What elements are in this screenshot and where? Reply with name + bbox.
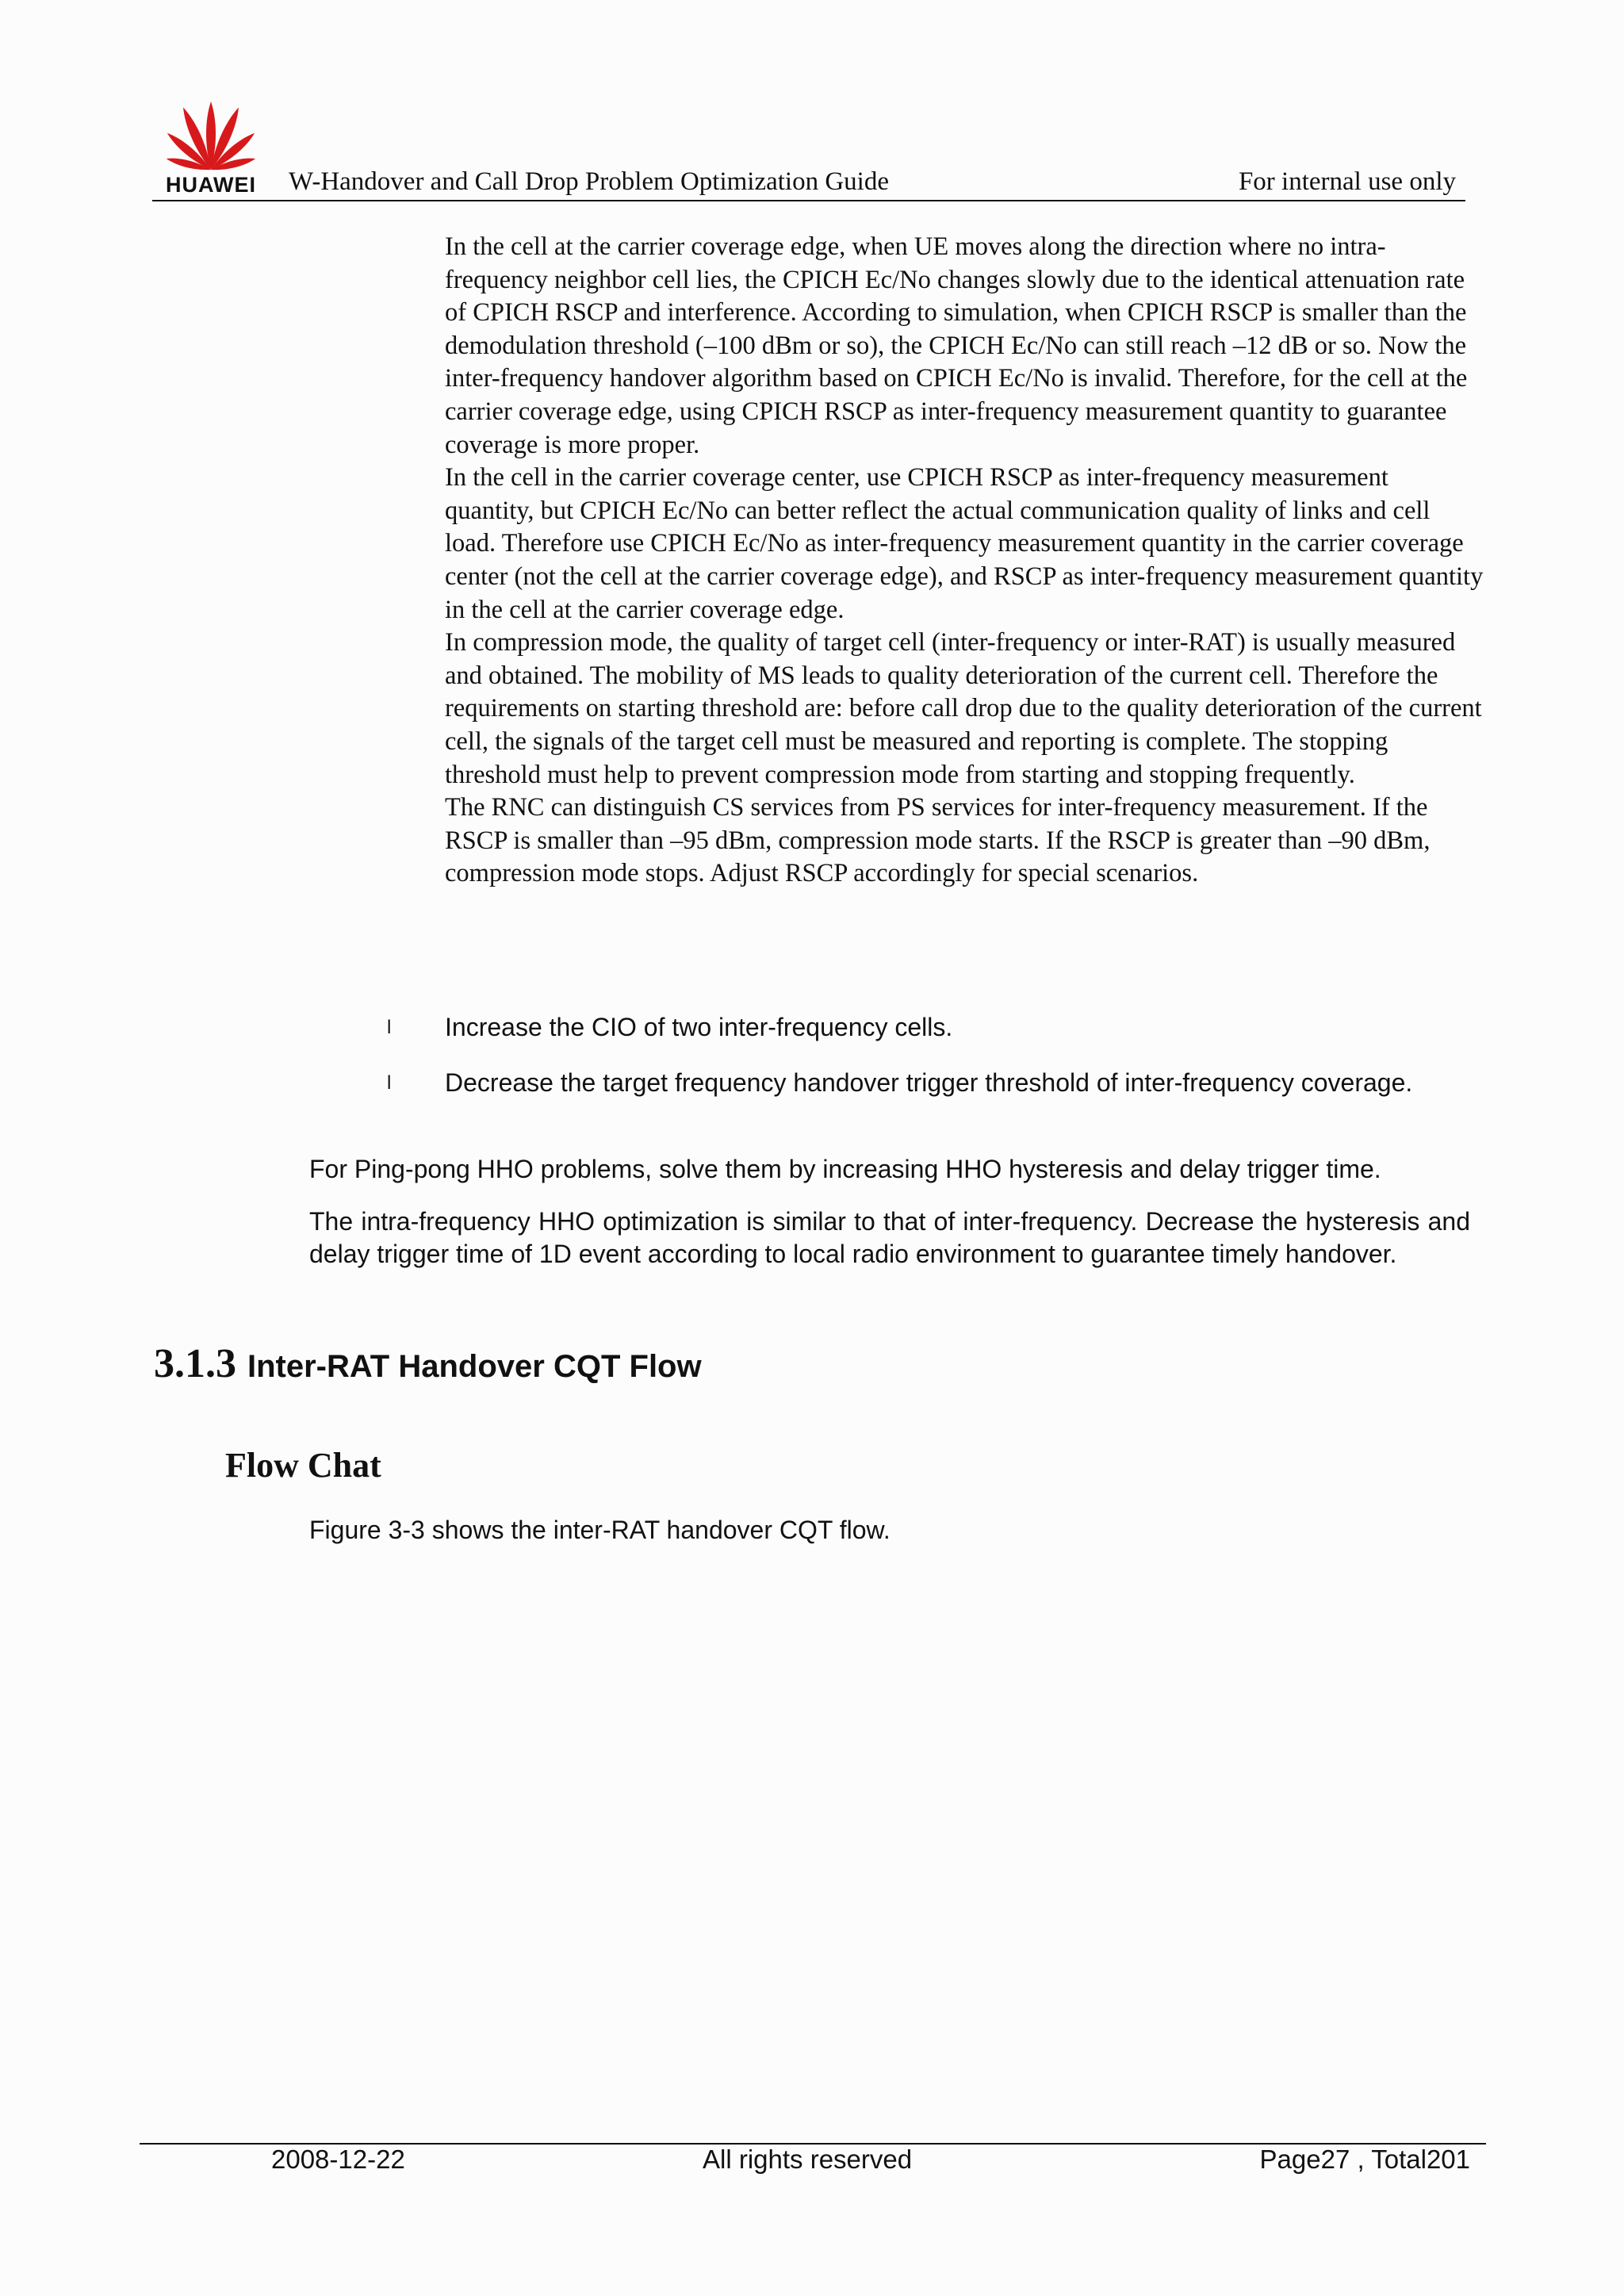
bullet-text: Increase the CIO of two inter-frequency cells. [445,1013,953,1041]
paragraph-compression-mode: In compression mode, the quality of target cell (inter-frequency or inter-RAT) is usually measured and obtained. The mobility of MS leads to quality deterioration of the current cell. Therefore the requirements on starting threshold are: before call drop due to the quality deterioration of the current cell, the signals of the target cell must be measured and reporting is complete. The stopping threshold must help to prevent compression mode from starting and stopping frequently. [445,628,1482,789]
serif-body-block [445,231,1484,891]
bullet-mark: l [387,1017,392,1038]
paragraph-pingpong: For Ping-pong HHO problems, solve them by increasing HHO hysteresis and delay trigger time. [309,1155,1381,1183]
header-divider [152,200,1465,201]
section-heading [154,1340,702,1387]
figure-reference: Figure 3-3 shows the inter-RAT handover CQT flow. [309,1516,891,1544]
bullet-mark: l [387,1072,392,1094]
huawei-logo [155,94,266,197]
footer-date: 2008-12-22 [271,2145,405,2174]
huawei-petals-icon [155,94,266,173]
paragraph-coverage-center: In the cell in the carrier coverage center, use CPICH RSCP as inter-frequency measurement quantity, but CPICH Ec/No can better reflect the actual communication quality of links and cell load. Therefore use CPICH Ec/No as inter-frequency measurement quantity in the carrier coverage center (not the cell at the carrier coverage edge), and RSCP as inter-frequency measurement quantity in the cell at the carrier coverage edge. [445,463,1484,624]
bullet-text: Decrease the target frequency handover trigger threshold of inter-frequency coverage. [445,1068,1413,1097]
paragraph-coverage-edge: In the cell at the carrier coverage edge, when UE moves along the direction where no intra-frequency neighbor cell lies, the CPICH Ec/No changes slowly due to the identical attenuation rate of CPICH RSCP and interference. According to simulation, when CPICH RSCP is smaller than the demodulation threshold (–100 dBm or so), the CPICH Ec/No can still reach –12 dB or so. Now the inter-frequency handover algorithm based on CPICH Ec/No is invalid. Therefore, for the cell at the carrier coverage edge, using CPICH RSCP as inter-frequency measurement quantity to guarantee coverage is more proper. [445,232,1468,459]
section-title: Inter-RAT Handover CQT Flow [247,1349,702,1384]
paragraph-intra-frequency: The intra-frequency HHO optimization is similar to that of inter-frequency. Decrease the hysteresis and delay trigger time of 1D event according to local radio environment to guarantee timely handover. [309,1207,1470,1268]
classification-label: For internal use only [1238,167,1456,196]
subsection-heading: Flow Chat [225,1446,381,1485]
document-title: W-Handover and Call Drop Problem Optimization Guide [289,167,890,196]
logo-wordmark: HUAWEI [166,173,256,197]
paragraph-rnc-thresholds: The RNC can distinguish CS services from PS services for inter-frequency measurement. If the RSCP is smaller than –95 dBm, compression mode starts. If the RSCP is greater than –90 dBm, compression mode stops. Adjust RSCP accordingly for special scenarios. [445,793,1431,888]
footer-rights: All rights reserved [703,2145,913,2174]
section-number: 3.1.3 [154,1341,236,1386]
footer-page-number: Page27 , Total201 [1259,2145,1470,2174]
